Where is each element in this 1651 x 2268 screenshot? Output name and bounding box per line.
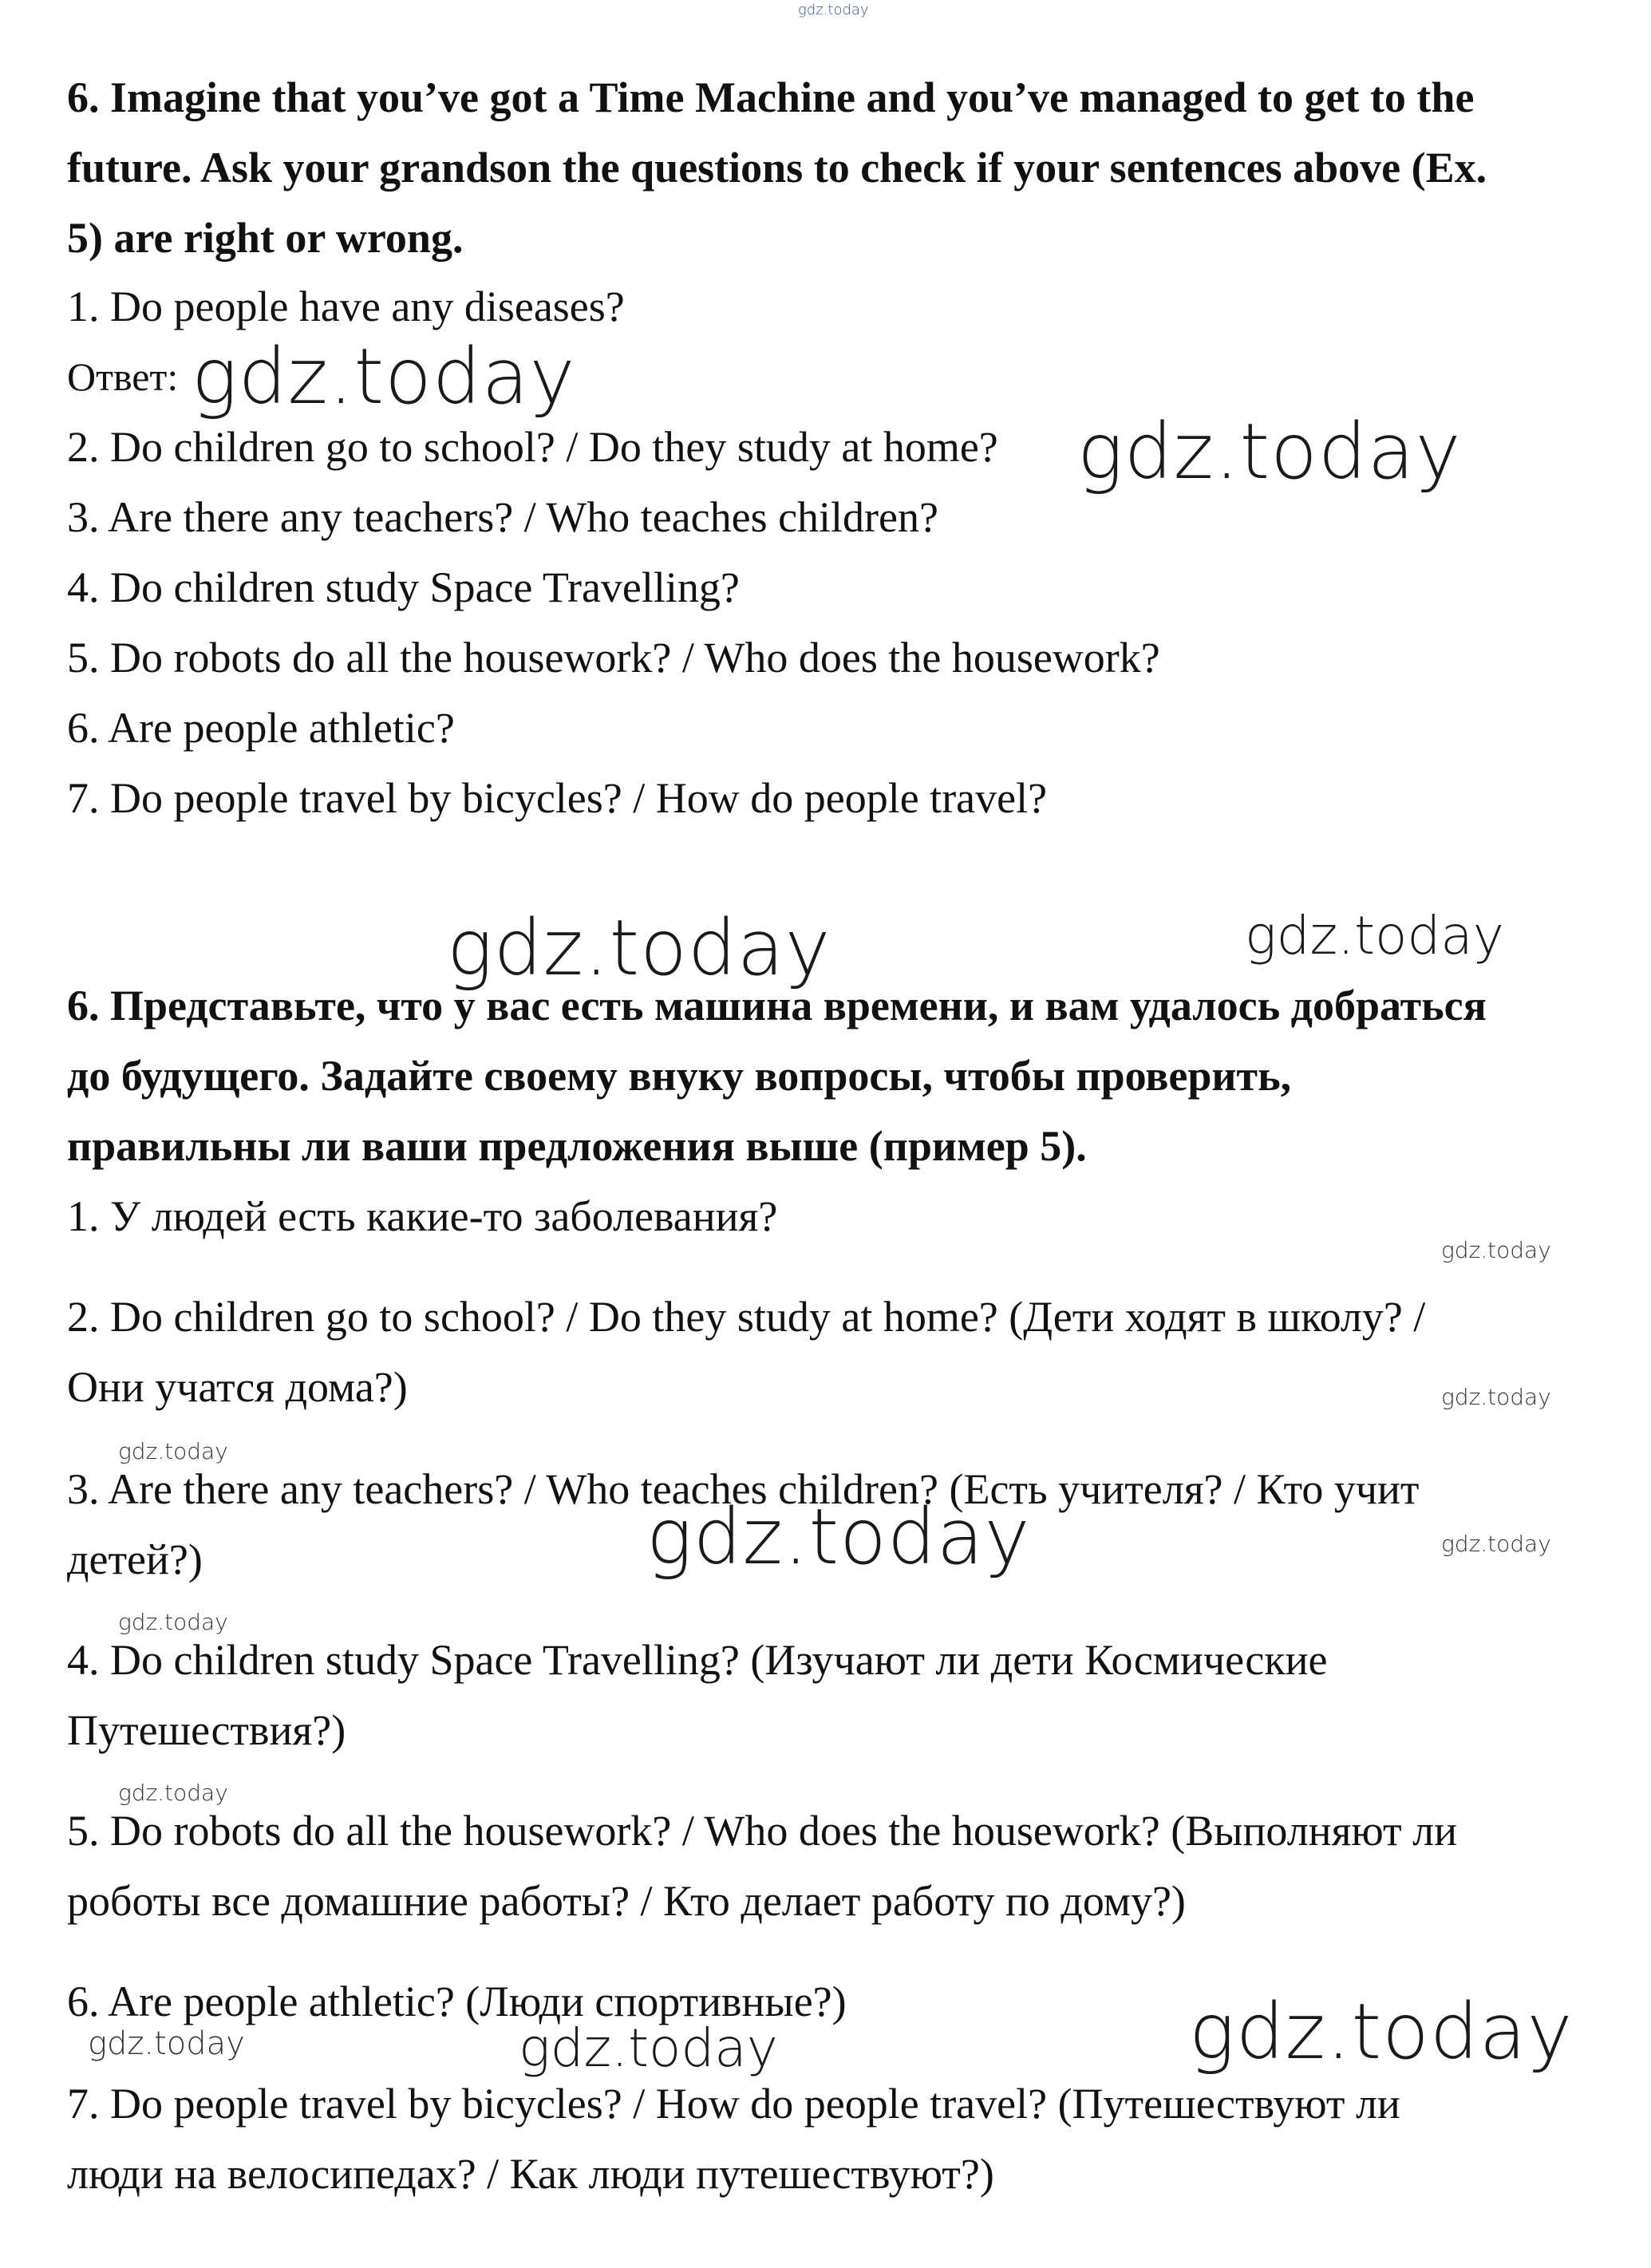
english-question-3: 3. Are there any teachers? / Who teaches children?: [67, 493, 938, 541]
russian-question-2-line-1: 2. Do children go to school? / Do they study at home? (Дети ходят в школу? /: [67, 1293, 1426, 1341]
answer-label: Ответ:: [67, 354, 179, 399]
russian-heading-line-1: 6. Представьте, что у вас есть машина времени, и вам удалось добраться: [67, 982, 1487, 1029]
russian-question-5-line-1: 5. Do robots do all the housework? / Who does the housework? (Выполняют ли: [67, 1807, 1457, 1855]
english-heading-line-3: 5) are right or wrong.: [67, 214, 464, 262]
russian-question-5-line-2: роботы все домашние работы? / Кто делает работу по дому?): [67, 1877, 1186, 1925]
watermark: gdz.today: [88, 2025, 245, 2062]
watermark: gdz.today: [646, 1492, 1031, 1582]
header-watermark: gdz.today: [798, 2, 869, 18]
watermark: gdz.today: [1441, 1237, 1551, 1263]
watermark: gdz.today: [118, 1780, 228, 1806]
russian-question-7-line-1: 7. Do people travel by bicycles? / How do people travel? (Путешествуют ли: [67, 2080, 1400, 2128]
russian-question-2-line-2: Они учатся дома?): [67, 1363, 408, 1411]
english-question-5: 5. Do robots do all the housework? / Who does the housework?: [67, 634, 1160, 682]
russian-question-3-line-1: 3. Are there any teachers? / Who teaches children? (Есть учителя? / Кто учит: [67, 1465, 1420, 1513]
english-heading-line-2: future. Ask your grandson the questions to check if your sentences above (Ex.: [67, 144, 1487, 192]
russian-question-7-line-2: люди на велосипедах? / Как люди путешествуют?): [67, 2150, 994, 2198]
watermark: gdz.today: [447, 903, 831, 993]
russian-heading-line-2: до будущего. Задайте своему внуку вопросы, чтобы проверить,: [67, 1052, 1292, 1100]
watermark: gdz.today: [192, 332, 576, 421]
english-question-7: 7. Do people travel by bicycles? / How do people travel?: [67, 774, 1048, 822]
russian-heading-line-3: правильны ли ваши предложения выше (пример 5).: [67, 1122, 1087, 1170]
watermark: gdz.today: [519, 2017, 778, 2079]
russian-question-6: 6. Are people athletic? (Люди спортивные?): [67, 1978, 847, 2025]
watermark: gdz.today: [1189, 1987, 1574, 2076]
watermark: gdz.today: [1077, 407, 1462, 496]
english-question-1: 1. Do people have any diseases?: [67, 283, 625, 330]
watermark: gdz.today: [118, 1609, 228, 1635]
english-heading-line-1: 6. Imagine that you’ve got a Time Machine and you’ve managed to get to the: [67, 73, 1475, 121]
watermark: gdz.today: [1441, 1384, 1551, 1410]
watermark: gdz.today: [1441, 1531, 1551, 1557]
watermark: gdz.today: [118, 1438, 228, 1464]
english-question-4: 4. Do children study Space Travelling?: [67, 563, 740, 611]
russian-question-4-line-1: 4. Do children study Space Travelling? (Изучают ли дети Космические: [67, 1636, 1328, 1684]
watermark: gdz.today: [1245, 905, 1504, 966]
english-question-6: 6. Are people athletic?: [67, 704, 455, 752]
russian-question-4-line-2: Путешествия?): [67, 1706, 346, 1754]
english-question-2: 2. Do children go to school? / Do they study at home?: [67, 423, 998, 471]
russian-question-1: 1. У людей есть какие-то заболевания?: [67, 1192, 778, 1240]
russian-question-3-line-2: детей?): [67, 1535, 203, 1583]
